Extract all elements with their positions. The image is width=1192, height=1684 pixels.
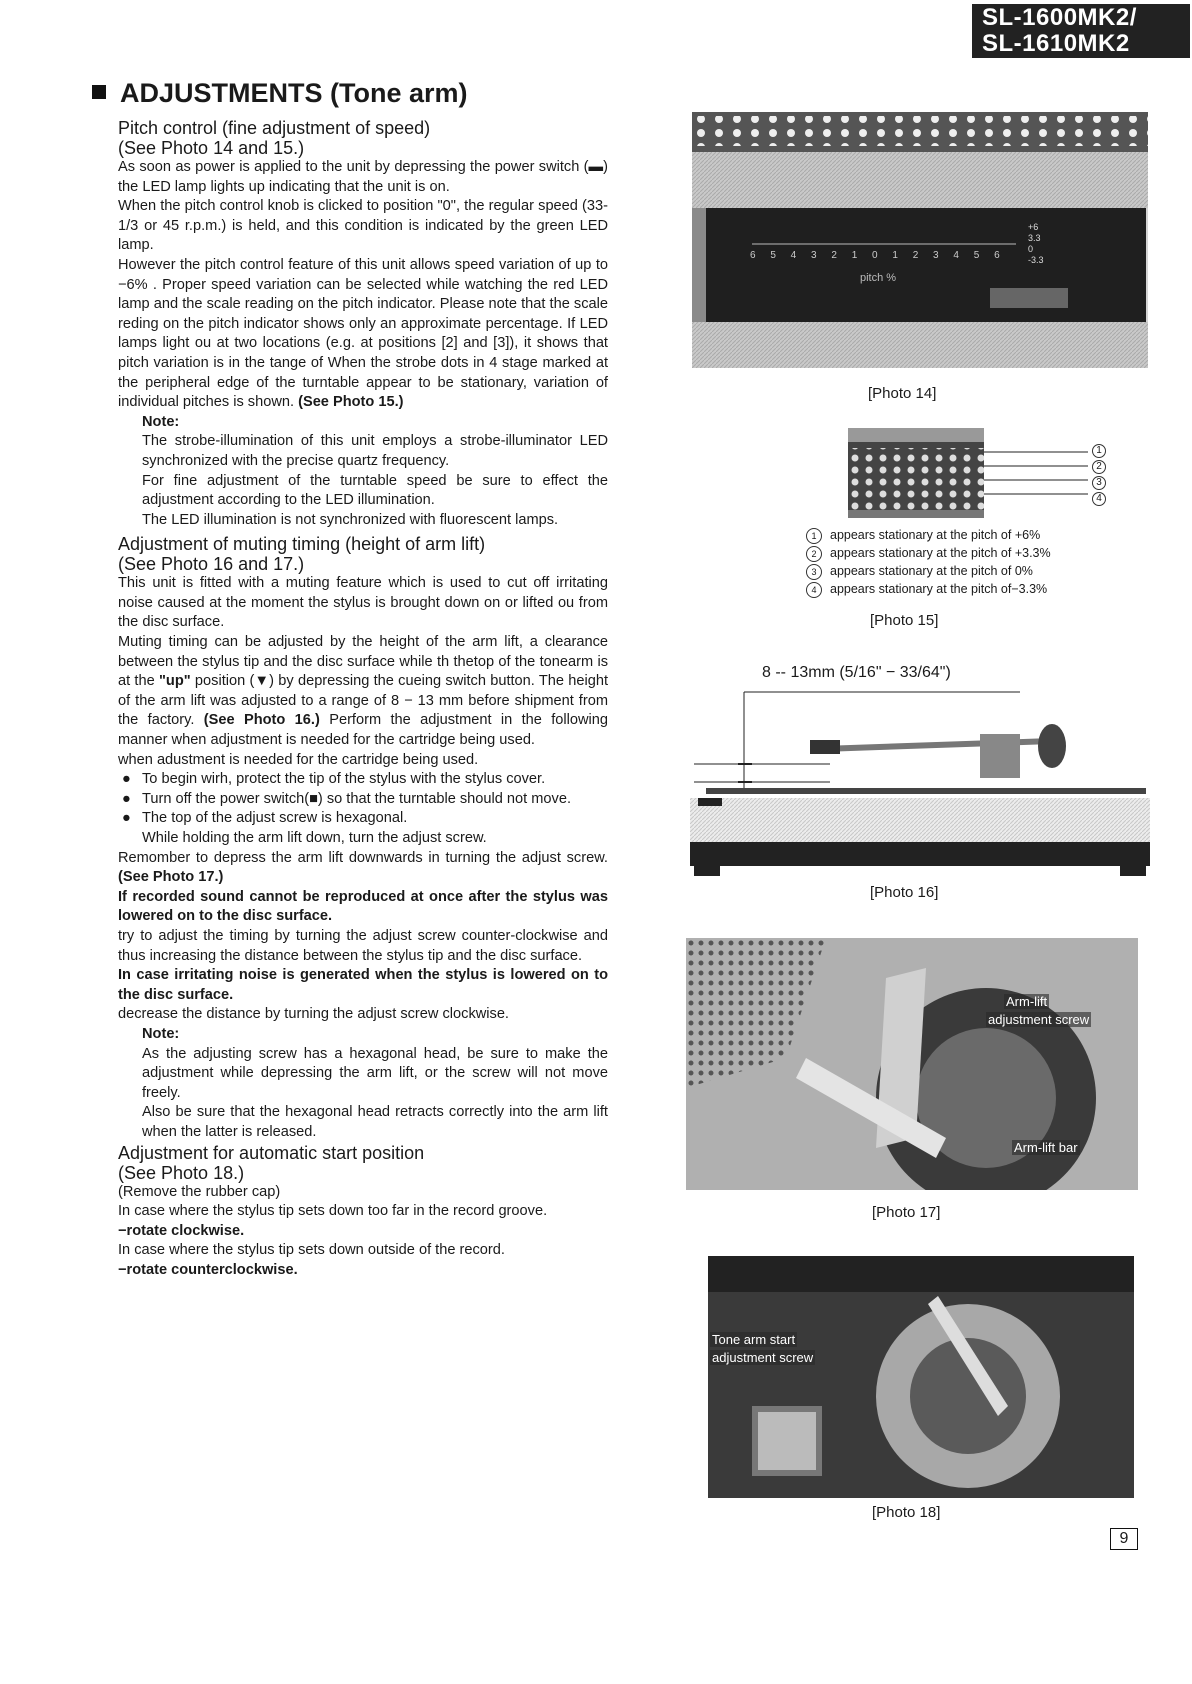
photo-16-dimension: 8 -- 13mm (5/16" − 33/64") — [762, 664, 951, 681]
muting-paragraph-1: This unit is fitted with a muting feature which is used to cut off irritating noise caused at the moment the stylus is brought down on or lifted ou from the disc surface. — [118, 575, 608, 631]
square-bullet-icon — [92, 85, 106, 99]
pitch-label-text: pitch % — [860, 272, 897, 284]
muting-try: try to adjust the timing by turning the adjust screw counter-clockwise and thus increasing the distance between the stylus tip and the disc surface. — [118, 927, 608, 964]
autostart-counterclockwise: −rotate counterclockwise. — [118, 1261, 298, 1278]
bullet-icon: ● — [122, 810, 131, 827]
photo-14 — [692, 112, 1148, 368]
model-badge — [972, 4, 1190, 58]
left-column — [118, 118, 608, 1280]
tonearm-start-label: Tone arm start — [712, 1332, 796, 1347]
muting-incase-bold: In case irritating noise is generated when the stylus is lowered on to the disc surface. — [118, 967, 608, 1003]
pitch-note-1: The strobe-illumination of this unit employs a strobe-illuminator LED synchronized with the precise quartz frequency. — [142, 433, 608, 469]
tonearm-start-screw-label: adjustment screw — [712, 1350, 814, 1365]
legend-row: 2 appears stationary at the pitch of +3.3% — [806, 544, 1051, 562]
photo-18-caption: [Photo 18] — [872, 1504, 941, 1521]
muting-paragraph-3: when adustment is needed for the cartridge being used. — [118, 751, 479, 768]
pitch-heading: Pitch control (fine adjustment of speed) — [118, 118, 431, 138]
bullet-icon: ● — [122, 790, 131, 807]
arm-lift-bar-label: Arm-lift bar — [1014, 1140, 1078, 1155]
autostart-clockwise: −rotate clockwise. — [118, 1222, 245, 1239]
photo-15-markers: 1 2 3 4 — [1092, 444, 1106, 506]
photo-15-legend — [806, 526, 1051, 598]
photo-15-image — [848, 428, 984, 518]
autostart-paragraph-3: In case where the stylus tip sets down outside of the record. — [118, 1242, 505, 1259]
legend-row: 1 appears stationary at the pitch of +6% — [806, 526, 1051, 544]
muting-paragraph-2: Muting timing can be adjusted by the height of the arm lift, a clearance between the stylus tip and the disc surface while th thetop of the tonearm is at the "up" position (▼) by depressing the cueing switch button. The height of the arm lift was adjusted to a range of 8 − 13 mm before shipment from the factory. (See Photo 16.) Perform the adjustment in the following manner when adjustment is needed for the cartridge being used. — [118, 634, 609, 749]
autostart-paragraph-1: (Remove the rubber cap) — [118, 1183, 281, 1200]
bullet-icon: ● — [122, 771, 131, 788]
muting-bullet-1: ● To begin wirh, protect the tip of the stylus with the stylus cover. — [118, 770, 608, 790]
photo-14-image — [692, 112, 1148, 368]
muting-heading-ref: (See Photo 16 and 17.) — [118, 554, 305, 575]
model-line-2: SL-1610MK2 — [982, 30, 1130, 57]
photo-15-caption: [Photo 15] — [870, 612, 939, 629]
photo-14-caption: [Photo 14] — [868, 385, 937, 402]
muting-bullet-3: ● The top of the adjust screw is hexagonal. — [118, 809, 608, 829]
muting-bullet-3-cont: While holding the arm lift down, turn the adjust screw. — [142, 830, 487, 846]
muting-note-2: Also be sure that the hexagonal head retracts correctly into the arm lift when the latter is released. — [142, 1104, 608, 1140]
page-title: ADJUSTMENTS (Tone arm) — [92, 78, 468, 109]
autostart-paragraph-2: In case where the stylus tip sets down too far in the record groove. — [118, 1203, 548, 1220]
photo-15-leader-lines — [984, 444, 1104, 500]
photo-15 — [848, 428, 984, 518]
page-number: 9 — [1110, 1528, 1138, 1550]
photo-17 — [686, 938, 1138, 1190]
photo-18-image — [708, 1256, 1134, 1498]
muting-paragraph-4: Remomber to depress the arm lift downwards in turning the adjust screw. (See Photo 17.) — [118, 849, 608, 886]
legend-row: 4 appears stationary at the pitch of−3.3% — [806, 580, 1051, 598]
photo-18 — [708, 1256, 1134, 1498]
muting-bullet-2: ● Turn off the power switch(■) so that the turntable should not move. — [118, 790, 608, 810]
photo-17-caption: [Photo 17] — [872, 1204, 941, 1221]
photo-16-image — [690, 684, 1150, 880]
muting-decrease: decrease the distance by turning the adjust screw clockwise. — [118, 1006, 509, 1023]
photo-16-caption: [Photo 16] — [870, 884, 939, 901]
pitch-note-2: For fine adjustment of the turntable speed be sure to effect the adjustment according to the LED illumination. — [142, 472, 608, 509]
arm-lift-screw-label: adjustment screw — [988, 1012, 1090, 1027]
speed-indicators: +6 3.3 0 -3.3 — [1028, 222, 1044, 265]
pitch-paragraph-3: However the pitch control feature of this unit allows speed variation of up to −6% . Proper speed variation can be selected while watching the red LED lamp and the scale reading on the pitch indicator. Please note that the scale reding on the pitch indicator shows only an approximate percentage. If LED lamps light ou at two locations (e.g. at positions [2] and [3]), it shows that pitch variation is in the tange of When the strobe dots in 4 stage marked at the peripheral edge of the turntable appear to be stationary, variation of individual pitches is shown. (See Photo 15.) — [118, 256, 608, 411]
pitch-paragraph-2: When the pitch control knob is clicked to position "0", the regular speed (33-1/3 or 45 r.p.m.) is held, and this condition is indicated by the green LED lamp. — [118, 198, 608, 254]
muting-note-1: As the adjusting screw has a hexagonal head, be sure to make the adjustment while depressing the arm lift, or the screw will not move freely. — [142, 1045, 608, 1101]
model-line-1: SL-1600MK2/ — [982, 4, 1137, 31]
arm-lift-label: Arm-lift — [1006, 994, 1048, 1009]
pitch-paragraph-1: As soon as power is applied to the unit by depressing the power switch (▬) the LED lamp lights up indicating that the unit is on. — [118, 159, 608, 195]
autostart-heading-ref: (See Photo 18.) — [118, 1162, 245, 1183]
muting-note-label: Note: — [142, 1025, 180, 1042]
pitch-scale-text: 6 5 4 3 2 1 0 1 2 3 4 5 6 — [750, 250, 1006, 261]
pitch-heading-ref: (See Photo 14 and 15.) — [118, 138, 305, 158]
autostart-heading: Adjustment for automatic start position — [118, 1142, 425, 1163]
muting-heading: Adjustment of muting timing (height of arm lift) — [118, 534, 486, 555]
muting-if-bold: If recorded sound cannot be reproduced at once after the stylus was lowered on to the disc surface. — [118, 888, 608, 925]
pitch-note-label: Note: — [142, 413, 180, 430]
pitch-note-3: The LED illumination is not synchronized with fluorescent lamps. — [142, 511, 559, 528]
legend-row: 3 appears stationary at the pitch of 0% — [806, 562, 1051, 580]
